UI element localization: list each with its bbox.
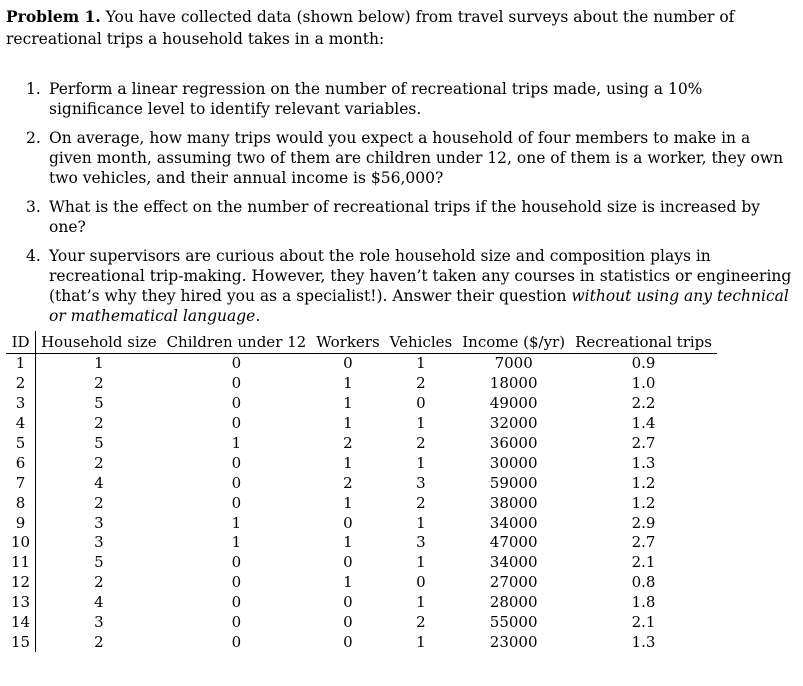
question-item: [26, 197, 792, 237]
cell-workers: 2: [343, 473, 353, 492]
table-row: [6, 513, 717, 533]
table-row: [6, 613, 717, 633]
question-text: Your supervisors are curious about the role household size and composition plays in recreational trip-making. However, they haven’t taken any courses in statistics or engineering (that’s why they hired you as a specialist!). Answer their question: [49, 247, 792, 305]
cell-id: 3: [6, 394, 36, 414]
column-header-trips: Recreational trips: [570, 331, 717, 354]
cell-vehicles: 1: [416, 553, 426, 572]
cell-vehicles: 0: [416, 573, 426, 592]
cell-income: 7000: [494, 354, 533, 373]
cell-id: 2: [6, 374, 36, 394]
table-row: [6, 453, 717, 473]
question-text-end: .: [255, 307, 261, 325]
cell-vehicles: 3: [416, 473, 426, 492]
cell-id: 15: [6, 632, 36, 652]
cell-id: 6: [6, 453, 36, 473]
cell-trips: 1.4: [631, 414, 656, 433]
cell-vehicles: 1: [416, 414, 426, 433]
cell-id: 4: [6, 414, 36, 434]
cell-household-size: 5: [94, 553, 104, 572]
cell-income: 59000: [489, 473, 538, 492]
question-number: 3.: [26, 198, 41, 216]
cell-trips: 1.2: [631, 493, 656, 512]
cell-workers: 2: [343, 434, 353, 452]
cell-income: 27000: [489, 573, 538, 592]
cell-workers: 0: [343, 354, 353, 373]
cell-household-size: 4: [94, 593, 104, 612]
cell-workers: 0: [343, 513, 353, 532]
cell-workers: 0: [343, 613, 353, 632]
cell-children: 0: [231, 553, 242, 572]
cell-household-size: 3: [94, 513, 104, 532]
cell-children: 0: [231, 354, 242, 373]
cell-income: 36000: [489, 434, 538, 452]
question-emphasis: without using any technical or mathematical language: [49, 287, 789, 325]
question-item: [26, 128, 792, 188]
cell-vehicles: 2: [416, 374, 426, 393]
cell-household-size: 3: [94, 613, 104, 632]
cell-children: 0: [231, 573, 242, 592]
cell-workers: 1: [343, 453, 353, 472]
cell-id: 11: [6, 553, 36, 573]
survey-data-table: [6, 331, 717, 652]
cell-income: 47000: [489, 533, 538, 552]
question-item: [26, 79, 792, 119]
cell-household-size: 1: [94, 354, 104, 373]
cell-id: 7: [6, 473, 36, 493]
table-row: [6, 374, 717, 394]
cell-income: 34000: [489, 513, 538, 532]
cell-vehicles: 1: [416, 354, 426, 373]
cell-trips: 2.9: [631, 513, 656, 532]
cell-workers: 1: [343, 374, 353, 393]
cell-income: 38000: [489, 493, 538, 512]
cell-children: 0: [231, 473, 242, 492]
cell-trips: 1.3: [631, 453, 656, 472]
cell-trips: 0.8: [631, 573, 656, 592]
question-text: Perform a linear regression on the number of recreational trips made, using a 10% significance level to identify relevant variables.: [49, 80, 703, 118]
cell-id: 13: [6, 593, 36, 613]
cell-children: 0: [231, 394, 242, 413]
cell-vehicles: 2: [416, 434, 426, 452]
cell-id: 8: [6, 493, 36, 513]
cell-household-size: 5: [94, 394, 104, 413]
table-row: [6, 354, 717, 374]
table-row: [6, 593, 717, 613]
question-number: 4.: [26, 247, 41, 265]
cell-income: 18000: [489, 374, 538, 393]
cell-household-size: 2: [94, 414, 104, 433]
cell-trips: 1.0: [631, 374, 656, 393]
question-number: 2.: [26, 129, 41, 147]
table-row: [6, 553, 717, 573]
cell-workers: 0: [343, 632, 353, 651]
cell-vehicles: 1: [416, 453, 426, 472]
table-header-row: [6, 331, 717, 354]
cell-children: 1: [231, 434, 242, 452]
cell-household-size: 2: [94, 632, 104, 651]
cell-income: 34000: [489, 553, 538, 572]
question-text: On average, how many trips would you expect a household of four members to make in a given month, assuming two of them are children under 12, one of them is a worker, they own two vehicles, and their annual income is $56,000?: [49, 129, 784, 187]
cell-household-size: 4: [94, 473, 104, 492]
table-row: [6, 473, 717, 493]
cell-vehicles: 1: [416, 593, 426, 612]
cell-vehicles: 1: [416, 513, 426, 532]
cell-vehicles: 2: [416, 493, 426, 512]
cell-children: 0: [231, 632, 242, 651]
column-header-children: Children under 12: [162, 331, 312, 354]
cell-vehicles: 3: [416, 533, 426, 552]
table-row: [6, 434, 717, 454]
question-item: [26, 246, 792, 326]
cell-income: 23000: [489, 632, 538, 651]
cell-household-size: 2: [94, 573, 104, 592]
cell-trips: 1.3: [631, 632, 656, 651]
table-row: [6, 573, 717, 593]
problem-statement: [6, 6, 796, 50]
cell-vehicles: 1: [416, 632, 426, 651]
cell-children: 0: [231, 414, 242, 433]
cell-household-size: 3: [94, 533, 104, 552]
cell-workers: 1: [343, 493, 353, 512]
cell-children: 0: [231, 453, 242, 472]
cell-trips: 2.7: [631, 434, 656, 452]
cell-trips: 0.9: [631, 354, 656, 373]
column-header-workers: Workers: [311, 331, 384, 354]
cell-trips: 2.1: [631, 553, 656, 572]
cell-workers: 1: [343, 394, 353, 413]
table-row: [6, 493, 717, 513]
cell-household-size: 2: [94, 374, 104, 393]
cell-id: 9: [6, 513, 36, 533]
table-row: [6, 394, 717, 414]
cell-trips: 1.2: [631, 473, 656, 492]
table-row: [6, 533, 717, 553]
cell-id: 1: [6, 354, 36, 374]
table-body: [6, 354, 717, 653]
cell-children: 1: [231, 513, 242, 532]
cell-workers: 1: [343, 414, 353, 433]
cell-id: 10: [6, 533, 36, 553]
cell-workers: 0: [343, 553, 353, 572]
question-list: [26, 79, 792, 335]
table-row: [6, 632, 717, 652]
question-number: 1.: [26, 80, 41, 98]
cell-income: 32000: [489, 414, 538, 433]
cell-id: 14: [6, 613, 36, 633]
cell-children: 0: [231, 374, 242, 393]
column-header-household-size: Household size: [36, 331, 162, 354]
cell-trips: 2.2: [631, 394, 656, 413]
cell-children: 0: [231, 613, 242, 632]
cell-income: 28000: [489, 593, 538, 612]
problem-text: You have collected data (shown below) from travel surveys about the number of recreational trips a household takes in a month:: [6, 8, 735, 48]
cell-vehicles: 0: [416, 394, 426, 413]
cell-household-size: 2: [94, 493, 104, 512]
table-row: [6, 414, 717, 434]
cell-children: 0: [231, 593, 242, 612]
cell-children: 1: [231, 533, 242, 552]
cell-id: 5: [6, 434, 36, 454]
cell-vehicles: 2: [416, 613, 426, 632]
cell-workers: 0: [343, 593, 353, 612]
cell-workers: 1: [343, 573, 353, 592]
column-header-income: Income ($/yr): [457, 331, 570, 354]
cell-income: 49000: [489, 394, 538, 413]
question-text: What is the effect on the number of recreational trips if the household size is increased by one?: [49, 198, 761, 236]
cell-household-size: 5: [94, 434, 104, 452]
column-header-vehicles: Vehicles: [385, 331, 458, 354]
cell-trips: 1.8: [631, 593, 656, 612]
cell-trips: 2.1: [631, 613, 656, 632]
cell-household-size: 2: [94, 453, 104, 472]
cell-children: 0: [231, 493, 242, 512]
cell-income: 55000: [489, 613, 538, 632]
problem-label: Problem 1.: [6, 7, 101, 26]
cell-workers: 1: [343, 533, 353, 552]
cell-trips: 2.7: [631, 533, 656, 552]
column-header-id: ID: [6, 331, 36, 354]
cell-income: 30000: [489, 453, 538, 472]
cell-id: 12: [6, 573, 36, 593]
